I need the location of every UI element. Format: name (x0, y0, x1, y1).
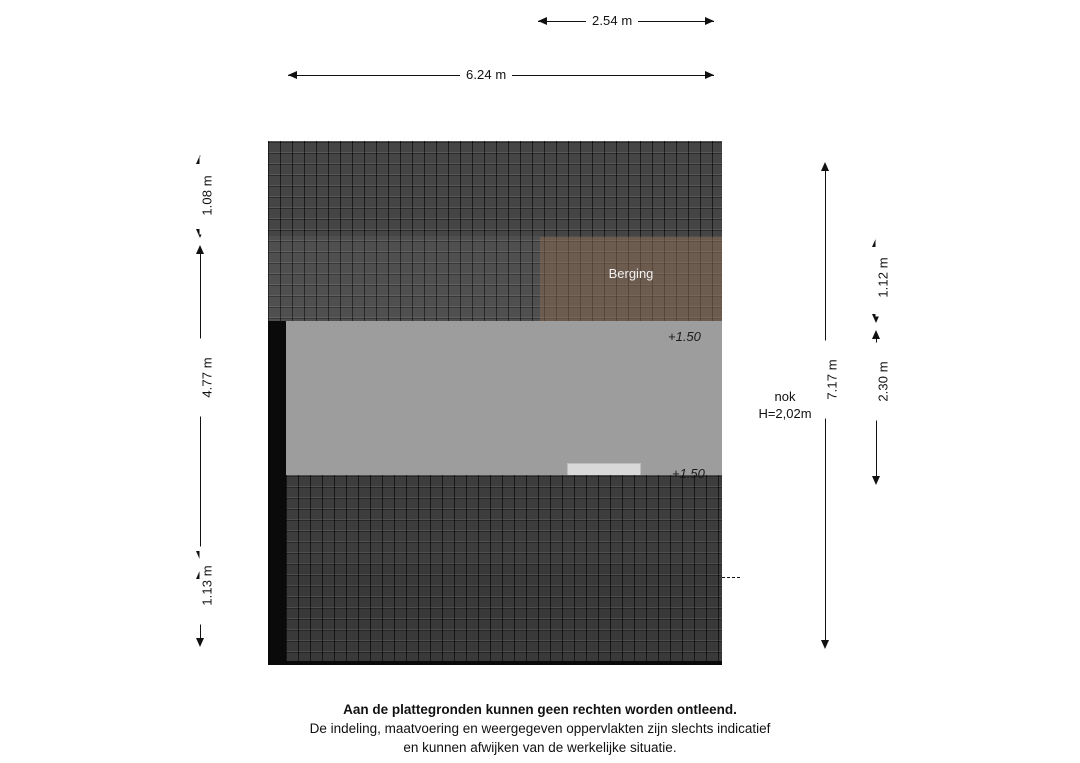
arrow-down-icon (821, 640, 829, 649)
ridge-label: nok (774, 389, 796, 404)
dimension-left-3-label: 1.13 m (200, 547, 215, 625)
disclaimer (0, 700, 1080, 757)
arrow-down-icon (872, 476, 880, 485)
level-marker-berging: +1.50 (668, 329, 701, 344)
arrow-left-icon (288, 71, 297, 79)
arrow-up-icon (821, 162, 829, 171)
disclaimer-line-1: Aan de plattegronden kunnen geen rechten worden ontleend. (343, 702, 737, 717)
arrow-left-icon (538, 17, 547, 25)
arrow-up-icon (872, 330, 880, 339)
dimension-right-total-label: 7.17 m (825, 341, 840, 419)
ridge-annotation (722, 388, 848, 422)
roof-bottom-lower (286, 563, 722, 661)
arrow-right-icon (705, 71, 714, 79)
dimension-left-2-label: 4.77 m (200, 339, 215, 417)
room-zolder (286, 321, 722, 476)
building-outline (268, 141, 722, 665)
dimension-top-outer-label: 6.24 m (460, 67, 512, 82)
dimension-left-1-label: 1.08 m (200, 157, 215, 235)
disclaimer-line-3: en kunnen afwijken van de werkelijke situatie. (403, 740, 677, 755)
arrow-up-icon (196, 245, 204, 254)
room-berging-label: Berging (608, 266, 654, 281)
arrow-down-icon (196, 638, 204, 647)
dimension-right-2-label: 2.30 m (876, 343, 891, 421)
ridge-height: H=2,02m (758, 406, 812, 421)
dimension-right-1-label: 1.12 m (876, 239, 891, 317)
left-wall (268, 321, 286, 476)
disclaimer-line-2: De indeling, maatvoering en weergegeven oppervlakten zijn slechts indicatief (309, 721, 771, 736)
level-marker-zolder: +1.50 (672, 466, 705, 481)
dimension-top-inner-label: 2.54 m (586, 13, 638, 28)
roof-bottom-upper (286, 475, 722, 565)
arrow-right-icon (705, 17, 714, 25)
